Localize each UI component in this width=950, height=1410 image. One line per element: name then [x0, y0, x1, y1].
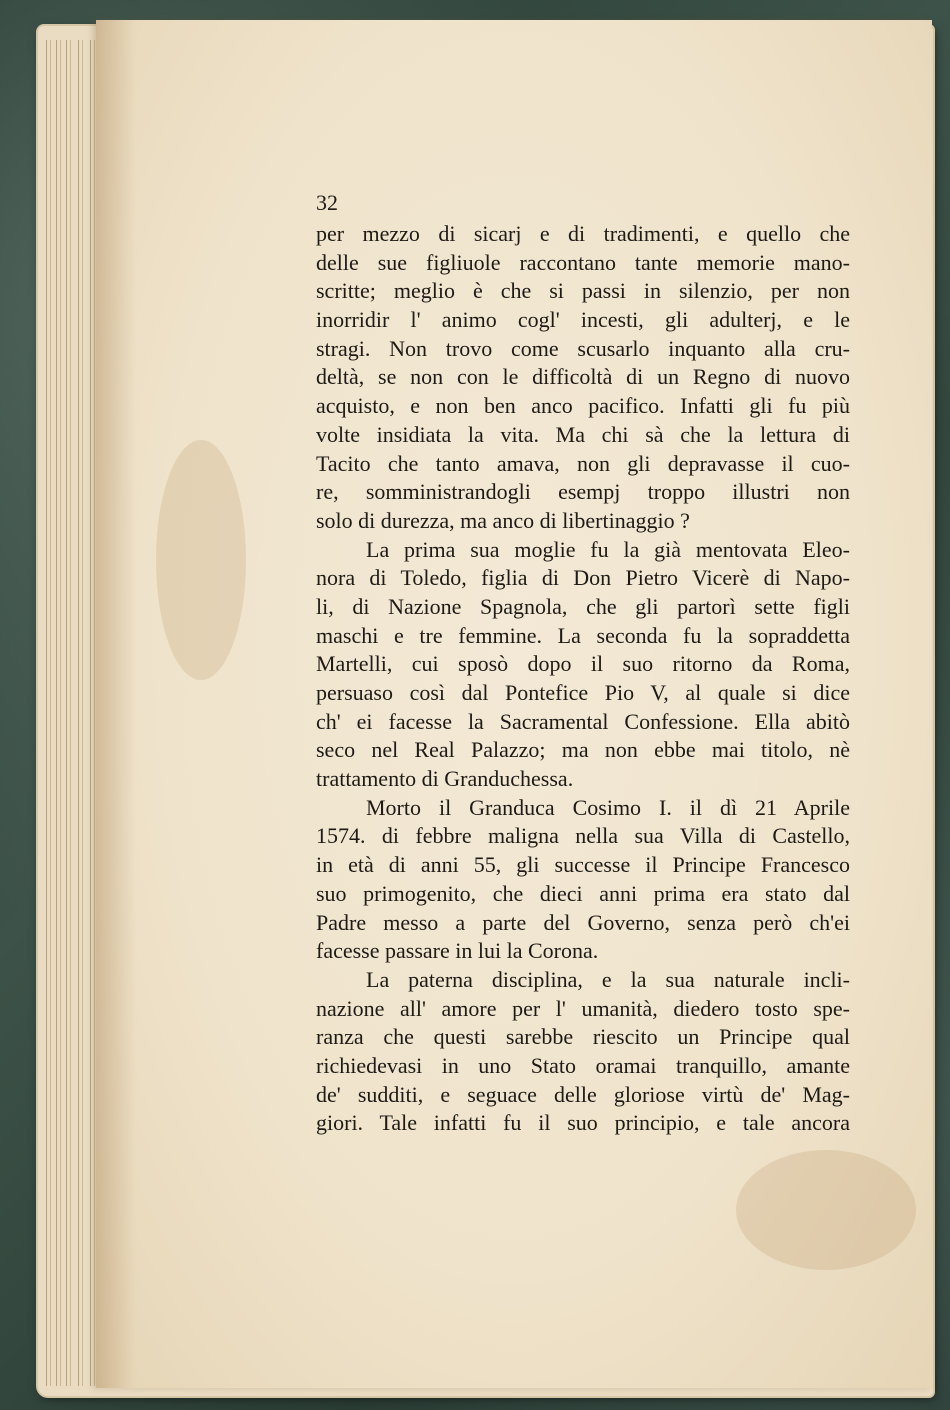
text-line: facesse passare in lui la Corona. — [316, 938, 599, 964]
text-line: persuaso così dal Pontefice Pio V, al quale si dice — [316, 680, 850, 705]
text-line: maschi e tre femmine. La seconda fu la sopraddetta — [316, 622, 850, 648]
page-edge — [78, 40, 83, 1386]
text-line: Martelli, cui sposò dopo il suo ritorno da Roma, — [316, 651, 850, 677]
text-line: ch' ei facesse la Sacramental Confessione. Ella abitò — [316, 708, 850, 734]
text-line: Padre messo a parte del Governo, senza però ch'ei — [316, 909, 850, 935]
text-line: de' sudditi, e seguace delle gloriose virtù de' Mag- — [316, 1081, 850, 1107]
text-line: nazione all' amore per l' umanità, diedero tosto spe- — [316, 995, 850, 1021]
text-line: Morto il Granduca Cosimo I. il dì 21 Aprile — [366, 794, 850, 820]
page-edge — [66, 40, 71, 1386]
page-number: 32 — [316, 190, 338, 215]
text-line: nora di Toledo, figlia di Don Pietro Vicerè di Napo- — [316, 565, 850, 591]
page-edge — [46, 40, 51, 1386]
text-line: delle sue figliuole raccontano tante memorie mano- — [316, 249, 850, 275]
text-line: inorridir l' animo cogl' incesti, gli adulterj, e le — [316, 307, 850, 333]
text-line: La prima sua moglie fu la già mentovata Eleo- — [366, 536, 850, 562]
text-line: La paterna disciplina, e la sua naturale incli- — [366, 966, 850, 992]
text-line: deltà, se non con le difficoltà di un Regno di nuovo — [316, 364, 850, 390]
paper-stain — [736, 1150, 916, 1270]
text-line: Tacito che tanto amava, non gli depravasse il cuo- — [316, 450, 850, 476]
gutter-shadow — [96, 20, 136, 1388]
text-line: suo primogenito, che dieci anni prima era stato dal — [316, 880, 850, 906]
text-line: 1574. di febbre maligna nella sua Villa di Castello, — [316, 823, 850, 849]
text-line: volte insidiata la vita. Ma chi sà che la lettura di — [316, 421, 850, 447]
text-line: stragi. Non trovo come scusarlo inquanto alla cru- — [316, 335, 850, 361]
text-line: giori. Tale infatti fu il suo principio, e tale ancora — [316, 1110, 850, 1136]
text-line: acquisto, e non ben anco pacifico. Infatti gli fu più — [316, 393, 850, 419]
page-text — [316, 190, 850, 1138]
text-line: seco nel Real Palazzo; ma non ebbe mai titolo, nè — [316, 737, 850, 763]
text-line: ranza che questi sarebbe riescito un Principe qual — [316, 1024, 850, 1050]
text-line: scritte; meglio è che si passi in silenzio, per non — [316, 278, 850, 304]
text-line: per mezzo di sicarj e di tradimenti, e quello che — [316, 221, 850, 246]
text-line: li, di Nazione Spagnola, che gli partorì sette figli — [316, 593, 850, 619]
page-edge — [90, 40, 95, 1386]
text-line: richiedevasi in uno Stato oramai tranquillo, amante — [316, 1052, 850, 1078]
page-edge — [56, 40, 61, 1386]
paper-stain — [156, 440, 246, 680]
text-line: in età di anni 55, gli successe il Principe Francesco — [316, 852, 850, 878]
text-line: trattamento di Granduchessa. — [316, 766, 574, 792]
text-line: re, somministrandogli esempj troppo illustri non — [316, 479, 850, 505]
text-line: solo di durezza, ma anco di libertinaggio ? — [316, 507, 690, 533]
